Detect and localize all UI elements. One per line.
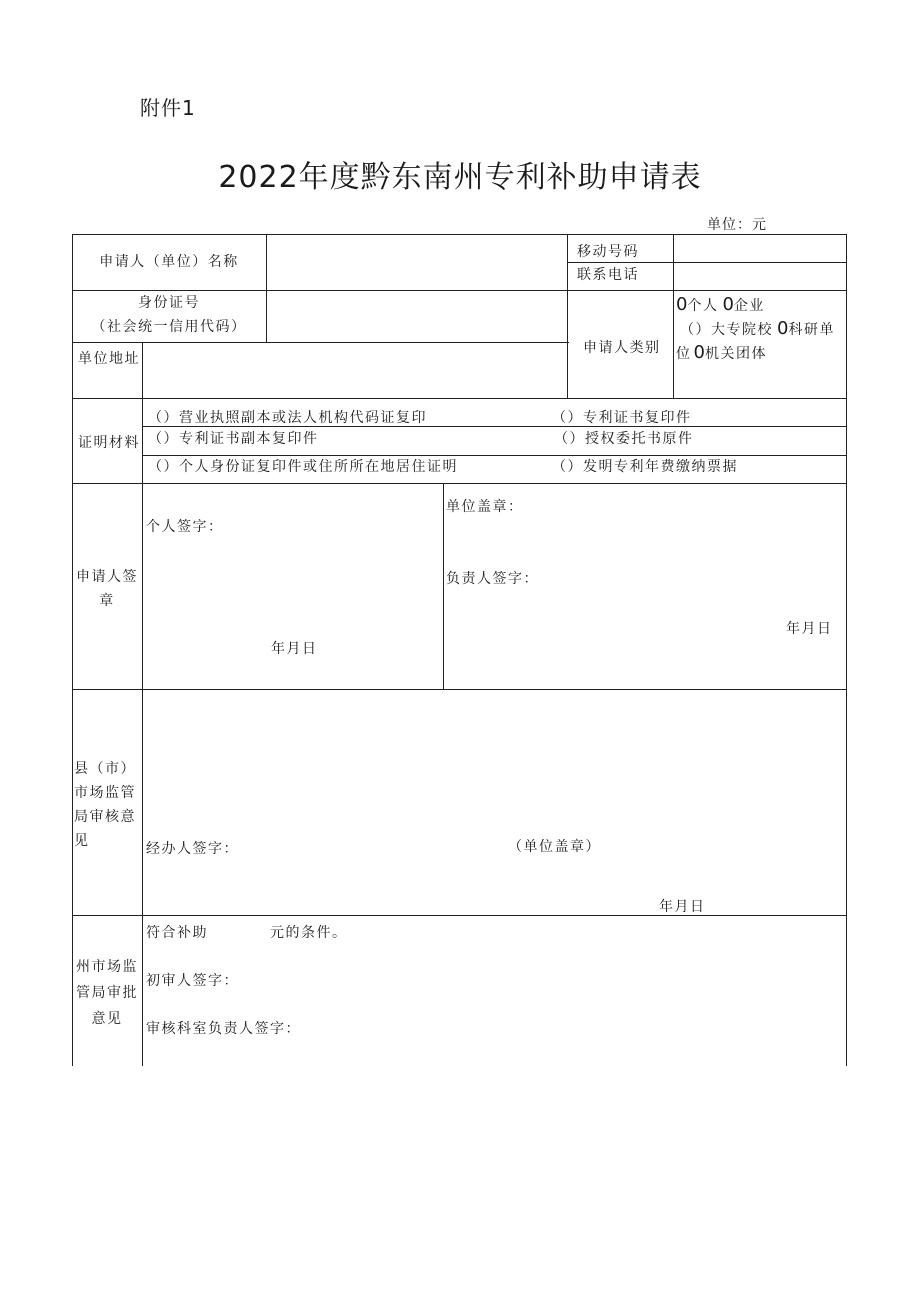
state-label-3: 意见 bbox=[91, 1011, 123, 1027]
category-line-1 bbox=[676, 296, 765, 315]
id-label: 身份证号 bbox=[138, 295, 200, 311]
divider-signature-columns bbox=[443, 483, 444, 689]
state-label-2: 管局审批 bbox=[76, 985, 138, 1001]
unit-seal-label: 单位盖章： bbox=[446, 499, 524, 515]
divider-materials-2 bbox=[142, 455, 847, 456]
annex-label: 附件1 bbox=[140, 96, 196, 120]
category-agency: 机关团体 bbox=[704, 346, 767, 362]
applicant-name-label: 申请人（单位）名称 bbox=[99, 254, 239, 270]
first-review-signature-label: 初审人签字： bbox=[146, 973, 239, 989]
county-label-3: 局审核意 bbox=[74, 809, 136, 825]
subsidy-suffix: 元的条件。 bbox=[270, 925, 348, 941]
material-annual-fee-receipt[interactable]: （）发明专利年费缴纳票据 bbox=[552, 459, 738, 475]
divider-row-5 bbox=[72, 915, 847, 916]
category-checkbox-research[interactable]: 0 bbox=[777, 318, 789, 339]
category-enterprise: 企业 bbox=[733, 298, 765, 314]
form-title: 2022年度黔东南州专利补助申请表 bbox=[218, 160, 702, 195]
leader-signature-label: 负责人签字： bbox=[446, 571, 539, 587]
county-review-date: 年月日 bbox=[659, 899, 706, 915]
category-individual: 个人 bbox=[687, 298, 719, 314]
divider-row-2 bbox=[72, 398, 847, 399]
divider-left-label-column bbox=[142, 342, 143, 1066]
material-license-copy[interactable]: （）营业执照副本或法人机构代码证复印 bbox=[148, 410, 427, 426]
subsidy-prefix: 符合补助 bbox=[146, 925, 208, 941]
id-field[interactable] bbox=[268, 292, 565, 340]
state-label-1: 州市场监 bbox=[76, 959, 138, 975]
county-label-2: 市场监管 bbox=[74, 785, 136, 801]
signature-label-1: 申请人签 bbox=[76, 569, 138, 585]
county-label-4: 见 bbox=[74, 833, 90, 849]
phone-label: 联系电话 bbox=[577, 267, 639, 283]
category-checkbox-enterprise[interactable]: 0 bbox=[722, 294, 734, 315]
category-checkbox-individual[interactable]: 0 bbox=[676, 294, 688, 315]
divider-label-value bbox=[266, 234, 267, 342]
personal-signature-label: 个人签字： bbox=[146, 519, 224, 535]
county-seal-label: （单位盖章） bbox=[508, 839, 601, 855]
divider-contact bbox=[567, 234, 568, 398]
currency-unit: 单位：元 bbox=[707, 217, 767, 233]
credit-code-label: （社会统一信用代码） bbox=[91, 319, 247, 335]
material-authorization-letter[interactable]: （）授权委托书原件 bbox=[554, 431, 694, 447]
category-college[interactable]: （）大专院校 bbox=[680, 322, 773, 338]
divider-row-3 bbox=[72, 483, 847, 484]
mobile-label: 移动号码 bbox=[577, 244, 639, 260]
category-checkbox-agency[interactable]: 0 bbox=[693, 342, 705, 363]
table-border-right bbox=[846, 234, 847, 1066]
address-field[interactable] bbox=[144, 344, 565, 396]
applicant-name-field[interactable] bbox=[268, 236, 565, 288]
dept-head-signature-label: 审核科室负责人签字： bbox=[146, 1021, 301, 1037]
signature-label-2: 章 bbox=[99, 593, 115, 609]
material-patent-cert-duplicate[interactable]: （）专利证书副本复印件 bbox=[148, 431, 319, 447]
address-label: 单位地址 bbox=[78, 351, 140, 367]
handler-signature-label: 经办人签字： bbox=[146, 841, 239, 857]
category-label: 申请人类别 bbox=[583, 340, 661, 356]
category-line-3 bbox=[676, 344, 767, 363]
divider-id-address bbox=[72, 342, 569, 343]
table-border-left bbox=[72, 234, 73, 1066]
divider-row-1 bbox=[72, 290, 847, 291]
phone-field[interactable] bbox=[675, 264, 844, 289]
personal-signature-date: 年月日 bbox=[271, 641, 318, 657]
material-patent-cert-copy[interactable]: （）专利证书复印件 bbox=[552, 410, 692, 426]
table-border-top bbox=[72, 234, 847, 235]
category-research-suffix: 位 bbox=[676, 346, 692, 362]
category-research: 科研单 bbox=[788, 322, 835, 338]
divider-contact-value bbox=[673, 234, 674, 398]
category-line-2 bbox=[680, 320, 835, 339]
materials-label: 证明材料 bbox=[78, 435, 140, 451]
unit-signature-date: 年月日 bbox=[786, 621, 833, 637]
county-label-1: 县（市） bbox=[74, 761, 136, 777]
mobile-field[interactable] bbox=[675, 236, 844, 261]
divider-mobile-phone bbox=[567, 262, 847, 263]
divider-row-4 bbox=[72, 689, 847, 690]
material-id-copy[interactable]: （）个人身份证复印件或住所所在地居住证明 bbox=[148, 459, 458, 475]
subsidy-condition bbox=[146, 924, 348, 942]
